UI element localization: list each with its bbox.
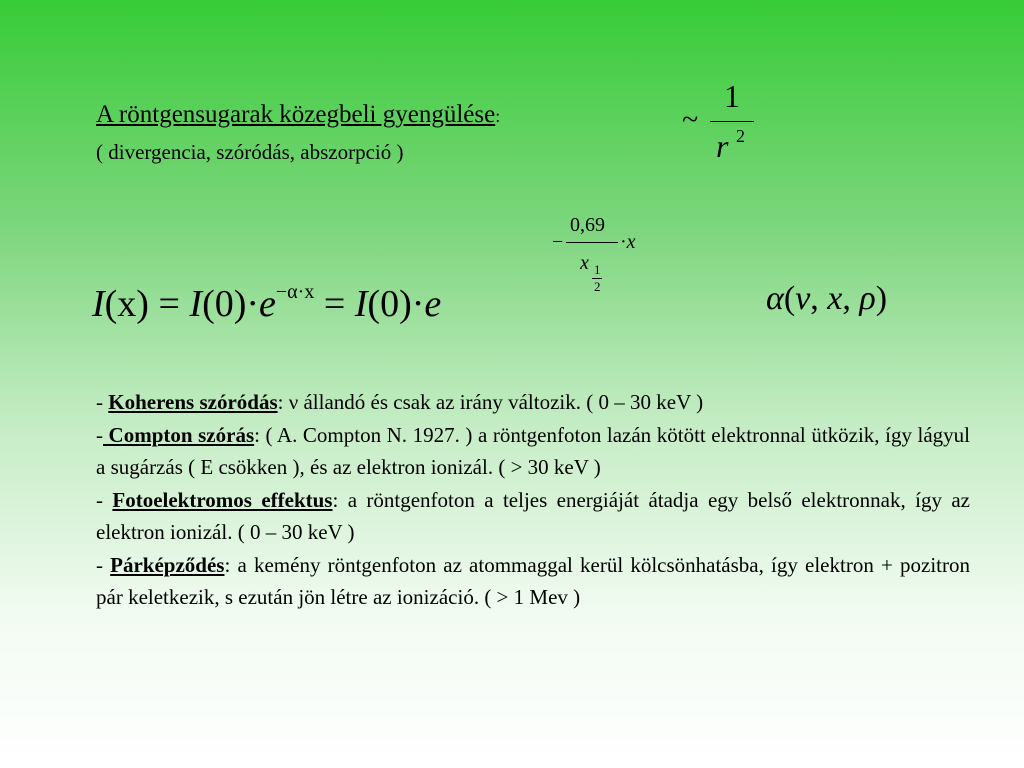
exp-x: x bbox=[626, 231, 636, 253]
item-term: Compton szórás bbox=[103, 422, 255, 447]
eq-lhs-I: I bbox=[92, 283, 105, 325]
fraction-denominator: r bbox=[716, 128, 729, 164]
slide-subtitle: ( divergencia, szóródás, abszorpció ) bbox=[96, 140, 404, 164]
exp-dot: · bbox=[620, 231, 627, 253]
list-item bbox=[96, 419, 970, 484]
exp-denominator-x: x bbox=[580, 252, 589, 274]
tilde-symbol: ~ bbox=[682, 103, 699, 136]
item-text: : ν állandó és csak az irány változik. ( 0 – 30 keV ) bbox=[277, 390, 704, 414]
half-value-exponent bbox=[552, 206, 652, 306]
list-item bbox=[96, 549, 970, 614]
alpha-close: ) bbox=[875, 280, 888, 317]
eq-equals-2: = bbox=[323, 283, 346, 325]
alpha-x: x bbox=[827, 280, 843, 317]
item-term: Fotoelektromos effektus bbox=[112, 487, 333, 512]
eq-e-a: e bbox=[259, 283, 276, 325]
item-text: : ( A. Compton N. 1927. ) a röntgenfoton lazán kötött elektronnal ütközik, így lágyul a sugárzás ( E csökken ), és az elektron ionizál. ( > 30 keV ) bbox=[96, 422, 970, 479]
alpha-rho: ρ bbox=[859, 280, 876, 317]
eq-dot-a: · bbox=[246, 283, 260, 325]
exp-fraction-bar bbox=[566, 242, 618, 243]
inverse-square-formula bbox=[682, 78, 762, 168]
alpha-comma-1: , bbox=[810, 280, 828, 317]
alpha-comma-2: , bbox=[842, 280, 860, 317]
item-dash: - bbox=[96, 390, 109, 414]
alpha-dependency bbox=[766, 280, 887, 318]
item-text: : a röntgenfoton a teljes energiáját átadja egy belső elektronnak, így az elektron ionizál. ( 0 – 30 keV ) bbox=[96, 487, 970, 544]
eq-exponent-a: −α·x bbox=[275, 281, 315, 303]
alpha-symbol: α bbox=[766, 280, 784, 317]
half-subscript-numerator: 1 bbox=[594, 262, 601, 277]
exp-dot-x bbox=[620, 231, 636, 254]
interaction-list bbox=[96, 386, 970, 614]
item-dash: - bbox=[96, 422, 103, 447]
eq-I0-b: I bbox=[354, 283, 368, 325]
item-term: Párképződés bbox=[110, 552, 225, 577]
eq-equals-1: = bbox=[158, 283, 180, 325]
list-item bbox=[96, 484, 970, 549]
eq-e-b: e bbox=[424, 283, 442, 325]
eq-I0-a: I bbox=[189, 283, 203, 325]
fraction-bar bbox=[710, 121, 754, 122]
slide-title bbox=[96, 101, 500, 129]
attenuation-equation bbox=[92, 282, 441, 326]
eq-dot-b: · bbox=[411, 283, 425, 325]
exp-numerator: 0,69 bbox=[570, 214, 605, 236]
alpha-open: ( bbox=[783, 280, 796, 317]
eq-zero-b: (0) bbox=[367, 283, 412, 325]
list-item bbox=[96, 386, 970, 419]
item-text: : a kemény röntgenfoton az atommaggal kerül kölcsönhatásba, így elektron + pozitron pár keletkezik, s ezután jön létre az ionizáció. ( > 1 Mev ) bbox=[96, 552, 970, 609]
title-colon: : bbox=[495, 106, 501, 126]
alpha-nu: ν bbox=[795, 280, 811, 317]
denominator-exponent: 2 bbox=[736, 126, 745, 146]
item-term: Koherens szóródás bbox=[108, 390, 278, 414]
title-text: A röntgensugarak közegbeli gyengülése bbox=[96, 101, 496, 128]
eq-lhs-arg: (x) bbox=[104, 283, 149, 325]
exp-minus: − bbox=[552, 231, 564, 253]
half-subscript-denominator: 2 bbox=[594, 279, 601, 294]
eq-zero-a: (0) bbox=[202, 283, 247, 325]
fraction-numerator: 1 bbox=[724, 78, 740, 114]
item-dash: - bbox=[96, 552, 111, 577]
item-dash: - bbox=[96, 487, 113, 512]
